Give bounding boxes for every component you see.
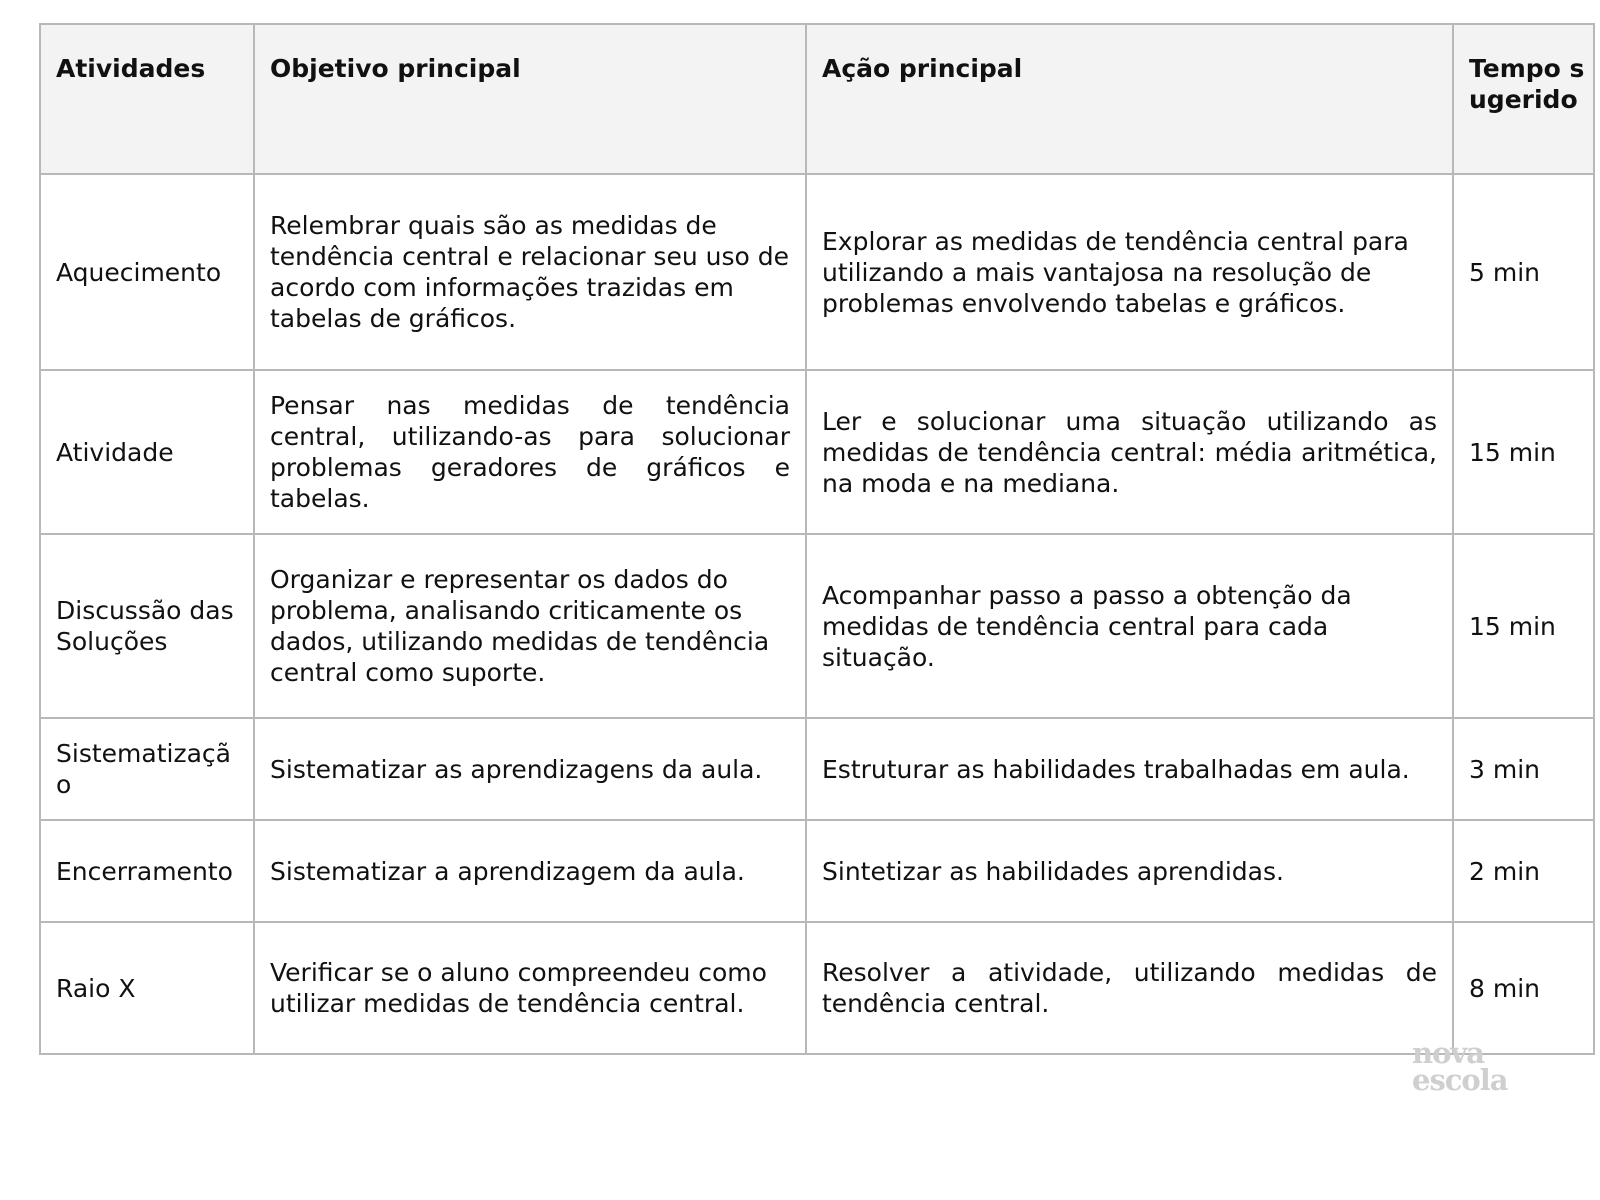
- cell-atividade: Sistematização: [40, 718, 254, 820]
- cell-tempo: 8 min: [1453, 922, 1594, 1054]
- lesson-plan-table: [39, 23, 1595, 1055]
- cell-objetivo: Organizar e representar os dados do problema, analisando criticamente os dados, utilizando medidas de tendência central como suporte.: [254, 534, 806, 718]
- table-row: [40, 174, 1594, 370]
- table-row: [40, 922, 1594, 1054]
- header-atividades: Atividades: [40, 24, 254, 174]
- cell-tempo: 15 min: [1453, 534, 1594, 718]
- nova-escola-logo: [1412, 1036, 1532, 1097]
- cell-tempo: 2 min: [1453, 820, 1594, 922]
- cell-objetivo: Relembrar quais são as medidas de tendência central e relacionar seu uso de acordo com informações trazidas em tabelas de gráficos.: [254, 174, 806, 370]
- table-row: [40, 370, 1594, 534]
- logo-line-nova: nova: [1412, 1036, 1485, 1070]
- table-row: [40, 718, 1594, 820]
- table-row: [40, 534, 1594, 718]
- header-acao-principal: Ação principal: [806, 24, 1453, 174]
- cell-acao: Explorar as medidas de tendência central para utilizando a mais vantajosa na resolução de problemas envolvendo tabelas e gráficos.: [806, 174, 1453, 370]
- header-objetivo-principal: Objetivo principal: [254, 24, 806, 174]
- cell-objetivo: Sistematizar as aprendizagens da aula.: [254, 718, 806, 820]
- cell-acao: Sintetizar as habilidades aprendidas.: [806, 820, 1453, 922]
- cell-atividade: Aquecimento: [40, 174, 254, 370]
- cell-atividade: Raio X: [40, 922, 254, 1054]
- logo-line-escola: escola: [1412, 1063, 1508, 1097]
- lesson-plan-table-wrapper: [39, 23, 1593, 1055]
- cell-atividade: Atividade: [40, 370, 254, 534]
- cell-objetivo: Pensar nas medidas de tendência central, utilizando-as para solucionar problemas geradores de gráficos e tabelas.: [254, 370, 806, 534]
- header-tempo-sugerido: Tempo sugerido: [1453, 24, 1594, 174]
- cell-acao: Acompanhar passo a passo a obtenção da medidas de tendência central para cada situação.: [806, 534, 1453, 718]
- table-row: [40, 820, 1594, 922]
- table-header-row: [40, 24, 1594, 174]
- cell-acao: Estruturar as habilidades trabalhadas em aula.: [806, 718, 1453, 820]
- cell-acao: Ler e solucionar uma situação utilizando as medidas de tendência central: média aritmética, na moda e na mediana.: [806, 370, 1453, 534]
- cell-objetivo: Verificar se o aluno compreendeu como utilizar medidas de tendência central.: [254, 922, 806, 1054]
- cell-tempo: 15 min: [1453, 370, 1594, 534]
- cell-tempo: 5 min: [1453, 174, 1594, 370]
- cell-objetivo: Sistematizar a aprendizagem da aula.: [254, 820, 806, 922]
- cell-tempo: 3 min: [1453, 718, 1594, 820]
- cell-atividade: Encerramento: [40, 820, 254, 922]
- cell-atividade: Discussão das Soluções: [40, 534, 254, 718]
- cell-acao: Resolver a atividade, utilizando medidas de tendência central.: [806, 922, 1453, 1054]
